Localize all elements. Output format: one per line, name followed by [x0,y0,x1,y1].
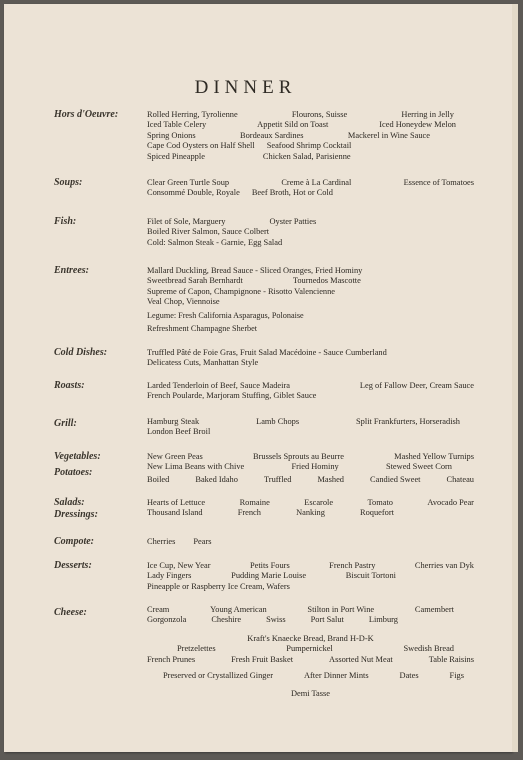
page-edge [512,4,518,752]
menu-line: French Prunes Fresh Fruit Basket Assorted Nut Meat Table Raisins [147,654,474,664]
menu-line: Hamburg Steak Lamb Chops Split Frankfurters, Horseradish [147,417,460,426]
menu-line: Thousand Island French Nanking Roquefort [147,508,394,518]
refreshment-line: Refreshment Champagne Sherbet [147,324,258,334]
section-items [147,561,474,592]
bread-line: Kraft's Knaecke Bread, Brand H-D-K [247,634,374,643]
menu-title: DINNER [194,77,297,98]
menu-line: Clear Green Turtle Soup Creme à La Cardinal Essence of Tomatoes [147,178,474,187]
section-label: Fish: [54,216,77,227]
menu-line: New Green Peas Brussels Sprouts au Beurre Mashed Yellow Turnips [147,452,474,461]
section-label: Soups: [54,177,83,188]
menu-line: Veal Chop, Viennoise [147,297,220,307]
menu-line: Cherries Pears [147,537,212,546]
menu-line: Truffled Pâté de Foie Gras, Fruit Salad Macédoine - Sauce Cumberland [147,348,387,357]
menu-line: Lady Fingers Pudding Marie Louise Biscuit Tortoni [147,571,396,581]
menu-line: Supreme of Capon, Champignone - Risotto Valencienne [147,286,336,296]
menu-line: Mallard Duckling, Bread Sauce - Sliced Oranges, Fried Hominy [147,266,363,275]
menu-line: Pretzelettes Pumpernickel Swedish Bread [177,644,454,654]
section-label: Cheese: [54,607,87,618]
legume-line: Legume: Fresh California Asparagus, Polonaise [147,310,304,320]
menu-line: French Poularde, Marjoram Stuffing, Giblet Sauce [147,391,317,401]
section-label: Salads: Dressings: [54,497,98,520]
section-items [147,348,474,369]
section-items [147,266,474,334]
section-label: Hors d'Oeuvre: [54,109,119,120]
section-label: Vegetables: Potatoes: [54,451,101,478]
menu-line: Rolled Herring, Tyrolienne Flourons, Suisse Herring in Jelly [147,110,454,119]
section-label: Roasts: [54,380,85,391]
section-items [147,605,474,626]
menu-line: New Lima Beans with Chive Fried Hominy Stewed Sweet Corn [147,462,452,472]
section-items [147,498,474,519]
menu-line: Iced Table Celery Appetit Sild on Toast Iced Honeydew Melon [147,120,456,130]
section-items [147,217,474,248]
menu-line: Spiced Pineapple Chicken Salad, Parisienne [147,151,351,161]
section-items [147,452,474,485]
menu-line: Gorgonzola Cheshire Swiss Port Salut Limburg [147,615,398,625]
menu-line: Pineapple or Raspberry Ice Cream, Wafers [147,581,290,591]
section-items [147,110,474,162]
menu-line: Boiled Baked Idaho Truffled Mashed Candied Sweet Chateau [147,474,474,484]
section-label: Grill: [54,418,77,429]
menu-line: Ice Cup, New Year Petits Fours French Pastry Cherries van Dyk [147,561,474,570]
demitasse-line: Demi Tasse [290,688,331,698]
section-items [147,417,474,438]
section-label: Cold Dishes: [54,347,108,358]
section-items [147,537,474,547]
menu-line: Boiled River Salmon, Sauce Colbert [147,227,270,237]
footer-items [147,634,474,699]
menu-line: Sweetbread Sarah Bernhardt Tournedos Mascotte [147,276,361,286]
section-label: Compote: [54,536,94,547]
menu-line: Hearts of Lettuce Romaine Escarole Tomato Avocado Pear [147,498,474,507]
menu-line: Larded Tenderloin of Beef, Sauce Madeira Leg of Fallow Deer, Cream Sauce [147,381,474,390]
menu-line: Filet of Sole, Marguery Oyster Patties [147,217,317,226]
menu-line: London Beef Broil [147,427,211,437]
menu-line: Preserved or Crystallized Ginger After Dinner Mints Dates Figs [163,671,464,681]
menu-line: Delicatess Cuts, Manhattan Style [147,358,259,368]
menu-line: Cold: Salmon Steak - Garnie, Egg Salad [147,237,283,247]
section-items [147,381,474,402]
menu-line: Spring Onions Bordeaux Sardines Mackerel in Wine Sauce [147,130,430,140]
section-label: Entrees: [54,265,89,276]
menu-line: Cape Cod Oysters on Half Shell Seafood Shrimp Cocktail [147,141,352,151]
menu-line: Cream Young American Stilton in Port Wine Camembert [147,605,454,614]
section-items [147,178,474,199]
menu-page [4,4,512,752]
section-label: Desserts: [54,560,92,571]
menu-line: Consommé Double, Royale Beef Broth, Hot or Cold [147,188,333,198]
